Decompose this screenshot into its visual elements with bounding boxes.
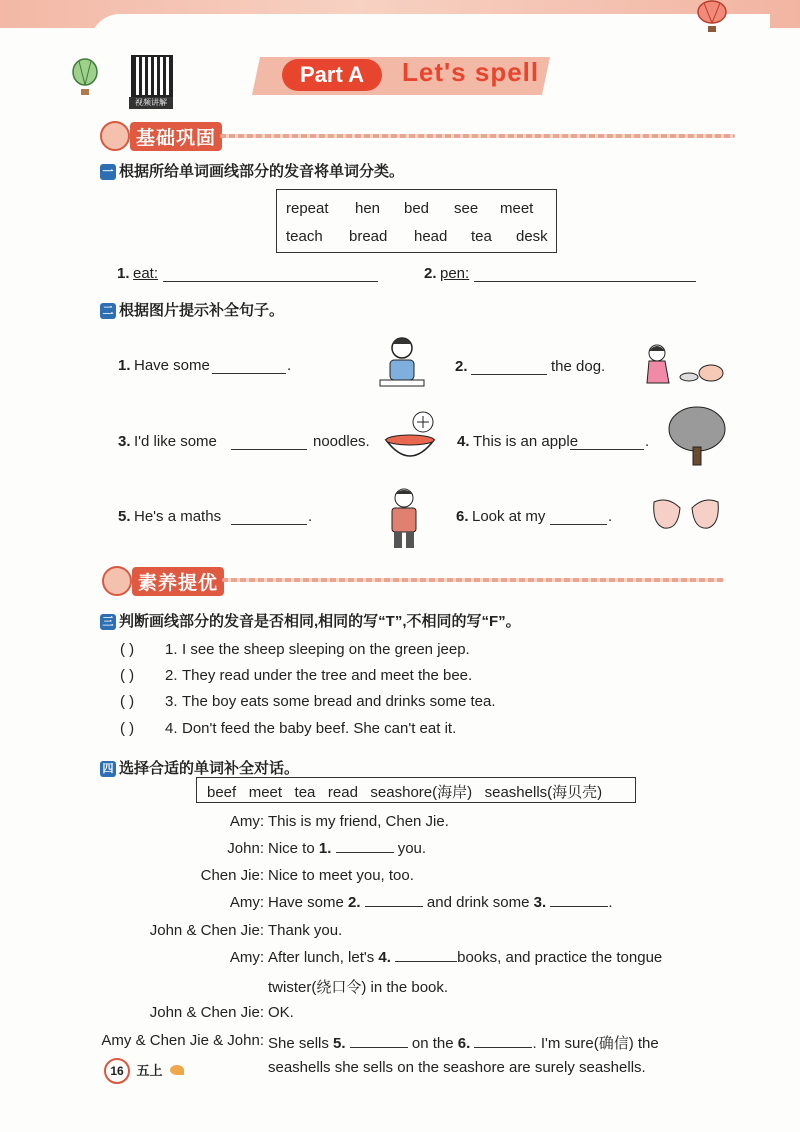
item-number: 1. xyxy=(118,357,131,374)
bird-icon xyxy=(170,1065,184,1075)
dialogue-line-continued: twister(绕口令) in the book. xyxy=(268,979,449,996)
item-number: 5. xyxy=(118,508,131,525)
page-footer xyxy=(104,1058,184,1084)
answer-paren[interactable]: ( ) xyxy=(120,720,135,737)
dialogue-line: This is my friend, Chen Jie. xyxy=(268,813,449,830)
section-divider xyxy=(222,578,724,582)
question-number-badge: 一 xyxy=(100,164,116,180)
word-see: see xyxy=(454,200,479,217)
answer-paren[interactable]: ( ) xyxy=(120,667,135,684)
item-number: 1. xyxy=(117,265,130,282)
item-number: 4. xyxy=(165,720,178,737)
answer-blank[interactable] xyxy=(474,281,696,282)
instruction-text: 选择合适的单词补全对话。 xyxy=(119,760,300,777)
answer-blank[interactable] xyxy=(550,524,607,525)
instruction-text: 判断画线部分的发音是否相同,相同的写“T”,不相同的写“F”。 xyxy=(119,613,521,630)
speaker: Amy: xyxy=(229,894,264,911)
dialogue-line: Thank you. xyxy=(268,922,343,939)
section-title-basic: 基础巩固 xyxy=(130,122,222,151)
sentence-text: . xyxy=(608,508,613,525)
answer-blank[interactable] xyxy=(212,373,286,374)
word-bed: bed xyxy=(404,200,430,217)
top-decor-curve xyxy=(90,14,770,44)
grade-label: 五上 xyxy=(136,1063,163,1078)
answer-blank[interactable] xyxy=(395,949,457,962)
question-2-instruction xyxy=(100,299,284,320)
feet-picture-icon xyxy=(648,494,724,534)
word-bread: bread xyxy=(349,228,388,245)
item-word-eat: eat: xyxy=(133,265,159,282)
answer-blank[interactable] xyxy=(163,281,378,282)
dialogue-line-continued: seashells she sells on the seashore are surely seashells. xyxy=(268,1059,646,1076)
speaker: John: xyxy=(227,840,264,857)
sentence-text: This is an apple xyxy=(473,433,579,450)
dialogue-line: Nice to 1. you. xyxy=(268,840,427,857)
sentence-text: the dog. xyxy=(551,358,606,375)
question-4-instruction xyxy=(100,757,299,778)
dialogue-line: After lunch, let's 4. books, and practice the tongue xyxy=(268,949,663,966)
answer-paren[interactable]: ( ) xyxy=(120,693,135,710)
speaker: Amy: xyxy=(229,949,264,966)
hot-air-balloon-icon xyxy=(70,58,100,98)
speaker: Amy & Chen Jie & John: xyxy=(101,1032,264,1049)
apple-tree-picture-icon xyxy=(665,405,729,467)
word-head: head xyxy=(414,228,448,245)
word-desk: desk xyxy=(516,228,548,245)
answer-blank[interactable] xyxy=(231,449,307,450)
speaker: John & Chen Jie: xyxy=(149,922,264,939)
sentence-text: I see the sheep sleeping on the green jeep. xyxy=(182,641,470,658)
qr-caption: 视频讲解 xyxy=(129,97,173,109)
sentence-text: He's a maths xyxy=(134,508,222,525)
answer-blank[interactable] xyxy=(231,524,307,525)
section-divider xyxy=(220,134,735,138)
answer-blank[interactable] xyxy=(570,449,644,450)
item-number: 2. xyxy=(165,667,178,684)
word-tea: tea xyxy=(471,228,492,245)
item-number: 2. xyxy=(424,265,437,282)
speaker: Amy: xyxy=(229,813,264,830)
dialogue-line: Nice to meet you, too. xyxy=(268,867,414,884)
item-number: 3. xyxy=(118,433,131,450)
sentence-text: . xyxy=(645,433,650,450)
teacher-picture-icon xyxy=(384,486,424,550)
item-word-pen: pen: xyxy=(440,265,470,282)
answer-blank[interactable] xyxy=(474,1035,532,1048)
instruction-text: 根据图片提示补全句子。 xyxy=(119,302,285,319)
speaker: Chen Jie: xyxy=(200,867,264,884)
sentence-text: Look at my xyxy=(472,508,546,525)
sentence-text: I'd like some xyxy=(134,433,217,450)
word-repeat: repeat xyxy=(286,200,329,217)
hot-air-balloon-icon-right xyxy=(692,0,732,34)
question-number-badge: 二 xyxy=(100,303,116,319)
page-title: Let's spell xyxy=(402,57,540,87)
boy-eating-picture-icon xyxy=(376,330,428,394)
qr-code-icon[interactable] xyxy=(131,55,173,97)
word-box xyxy=(276,189,557,253)
sentence-text: . xyxy=(308,508,313,525)
item-number: 1. xyxy=(165,641,178,658)
question-1-instruction xyxy=(100,160,404,181)
word-teach: teach xyxy=(286,228,323,245)
section-rocket-icon xyxy=(102,566,132,596)
sentence-text: They read under the tree and meet the bee. xyxy=(182,667,473,684)
sentence-text: The boy eats some bread and drinks some tea. xyxy=(182,693,496,710)
sentence-text: noodles. xyxy=(313,433,370,450)
speaker: John & Chen Jie: xyxy=(149,1004,264,1021)
instruction-text: 根据所给单词画线部分的发音将单词分类。 xyxy=(119,163,405,180)
answer-blank[interactable] xyxy=(365,894,423,907)
girl-feeding-dog-picture-icon xyxy=(641,341,725,391)
noodle-bowl-picture-icon xyxy=(383,410,437,470)
question-number-badge: 三 xyxy=(100,614,116,630)
sentence-text: Have some xyxy=(134,357,210,374)
section-title-advanced: 素养提优 xyxy=(132,567,224,596)
answer-blank[interactable] xyxy=(550,894,608,907)
dialogue-line: She sells 5. on the 6. . I'm sure(确信) the xyxy=(268,1035,659,1052)
item-number: 3. xyxy=(165,693,178,710)
answer-blank[interactable] xyxy=(350,1035,408,1048)
answer-paren[interactable]: ( ) xyxy=(120,641,135,658)
word-bank-box xyxy=(196,777,636,803)
question-number-badge: 四 xyxy=(100,761,116,777)
word-bank: beef meet tea read seashore(海岸) seashells(海贝壳) xyxy=(207,784,603,801)
item-number: 4. xyxy=(457,433,470,450)
section-pencil-icon xyxy=(100,121,130,151)
dialogue-line: OK. xyxy=(268,1004,294,1021)
part-label: Part A xyxy=(282,59,382,91)
item-number: 6. xyxy=(456,508,469,525)
word-hen: hen xyxy=(355,200,381,217)
page-number: 16 xyxy=(104,1058,130,1084)
question-3-instruction xyxy=(100,610,521,631)
dialogue-line: Have some 2. and drink some 3. . xyxy=(268,894,613,911)
answer-blank[interactable] xyxy=(471,374,547,375)
answer-blank[interactable] xyxy=(336,840,394,853)
sentence-text: . xyxy=(287,357,292,374)
sentence-text: Don't feed the baby beef. She can't eat it. xyxy=(182,720,457,737)
word-meet: meet xyxy=(500,200,534,217)
item-number: 2. xyxy=(455,358,468,375)
